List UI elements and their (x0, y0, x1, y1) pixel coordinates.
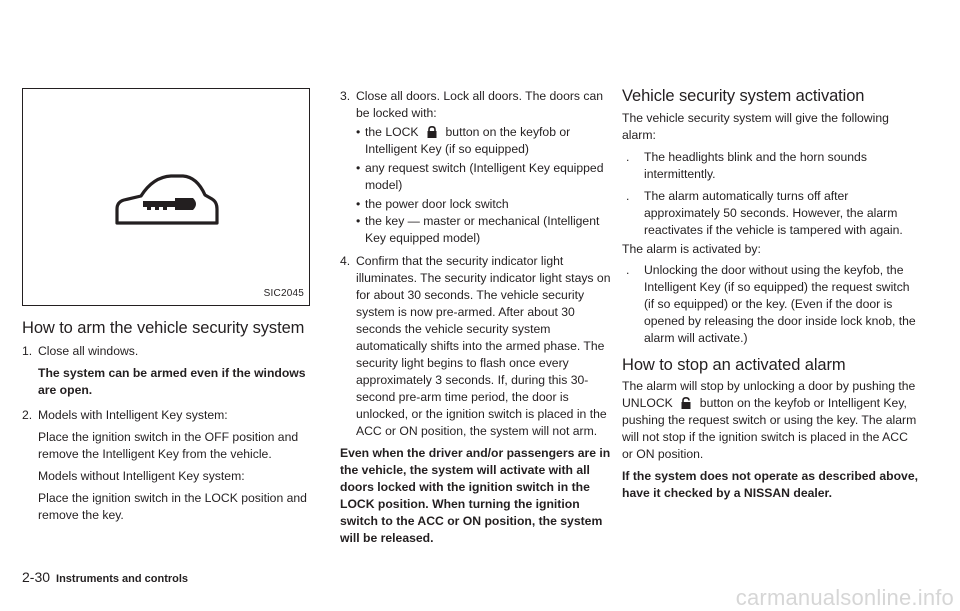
bullet-icon: • (356, 214, 361, 228)
step-4 (340, 253, 612, 440)
step-paragraph: Place the ignition switch in the LOCK position and remove the key. (38, 491, 307, 522)
list-item (356, 124, 612, 158)
middle-column (340, 88, 612, 547)
watermark: carmanualsonline.info (735, 585, 954, 610)
list-item (356, 213, 612, 247)
step-3 (340, 88, 612, 247)
list-text: the LOCK (365, 125, 419, 139)
step-2 (22, 407, 312, 524)
section-heading-activation: Vehicle security system activation (622, 87, 865, 105)
bullet-icon: . (626, 263, 630, 277)
figure-code: SIC2045 (263, 288, 304, 299)
lock-icon (425, 126, 439, 138)
security-figure (22, 88, 310, 306)
step-paragraph: Models without Intelligent Key system: (38, 469, 245, 483)
stop-text (622, 378, 920, 463)
unlock-icon (679, 397, 693, 409)
bullet-icon: • (356, 197, 361, 211)
bullet-icon: . (626, 150, 630, 164)
step-1 (22, 343, 312, 399)
list-text: Unlocking the door without using the keyfob, the Intelligent Key (if so equipped) the request switch (if so equipped) or the key. (Even if the door is opened by releasing the door inside lock knob, the alarm will activate.) (644, 263, 916, 345)
list-item (622, 188, 920, 239)
bullet-icon: • (356, 125, 361, 139)
step-number: 4. (340, 254, 351, 268)
bullet-icon: • (356, 161, 361, 175)
step-text: Models with Intelligent Key system: (38, 408, 228, 422)
list-text: The alarm automatically turns off after approximately 50 seconds. However, the alarm reactivates if the vehicle is tampered with again. (644, 189, 903, 237)
list-item (356, 196, 612, 213)
step-number: 1. (22, 344, 33, 358)
stop-text-a: The alarm will stop by unlocking a door by pushing the UNLOCK (622, 379, 916, 410)
list-item (622, 262, 920, 347)
right-column (622, 86, 920, 502)
step-text: Confirm that the security indicator light illuminates. The security indicator light stays on for about 30 seconds. The vehicle security system is now pre-armed. After about 30 seconds the vehicle security system automatically shifts into the armed phase. The security light begins to flash once every approximately 3 seconds. If, during this 30-second pre-arm time period, the door is unlocked, or the ignition switch is placed in the ACC or ON position, the system will not arm. (356, 254, 611, 438)
step-note-bold: The system can be armed even if the windows are open. (38, 366, 306, 397)
activated-text: The alarm is activated by: (622, 242, 761, 256)
left-column (22, 88, 312, 524)
step-number: 3. (340, 89, 351, 103)
list-item (622, 149, 920, 183)
stop-text-b: button on the keyfob or Intelligent Key, pushing the request switch or using the key. The alarm will not stop if the ignition switch is placed in the ACC or ON position. (622, 396, 917, 461)
list-text: the key — master or mechanical (Intelligent Key equipped model) (365, 214, 600, 245)
bold-note: Even when the driver and/or passengers are in the vehicle, the system will activate with all doors locked with the ignition switch in the LOCK position. When turning the ignition switch to the ACC or ON position, the system will be released. (340, 446, 611, 545)
page-footer (22, 569, 188, 585)
bold-note: If the system does not operate as described above, have it checked by a NISSAN dealer. (622, 469, 918, 500)
list-item (356, 160, 612, 194)
section-title: Instruments and controls (56, 573, 189, 585)
step-number: 2. (22, 408, 33, 422)
section-heading-arm: How to arm the vehicle security system (22, 319, 305, 337)
page-number: 2-30 (22, 569, 51, 585)
step-text: Close all windows. (38, 344, 139, 358)
list-text: The headlights blink and the horn sounds intermittently. (644, 150, 867, 181)
section-heading-stop: How to stop an activated alarm (622, 356, 846, 374)
list-text: button on the keyfob or Intelligent Key (if so equipped) (365, 125, 571, 156)
intro-text: The vehicle security system will give the following alarm: (622, 111, 889, 142)
list-text: any request switch (Intelligent Key equipped model) (365, 161, 604, 192)
bullet-icon: . (626, 189, 630, 203)
step-text: Close all doors. Lock all doors. The doors can be locked with: (356, 89, 604, 120)
car-key-icon (111, 171, 223, 227)
list-text: the power door lock switch (365, 197, 509, 211)
step-paragraph: Place the ignition switch in the OFF position and remove the Intelligent Key from the vehicle. (38, 430, 299, 461)
